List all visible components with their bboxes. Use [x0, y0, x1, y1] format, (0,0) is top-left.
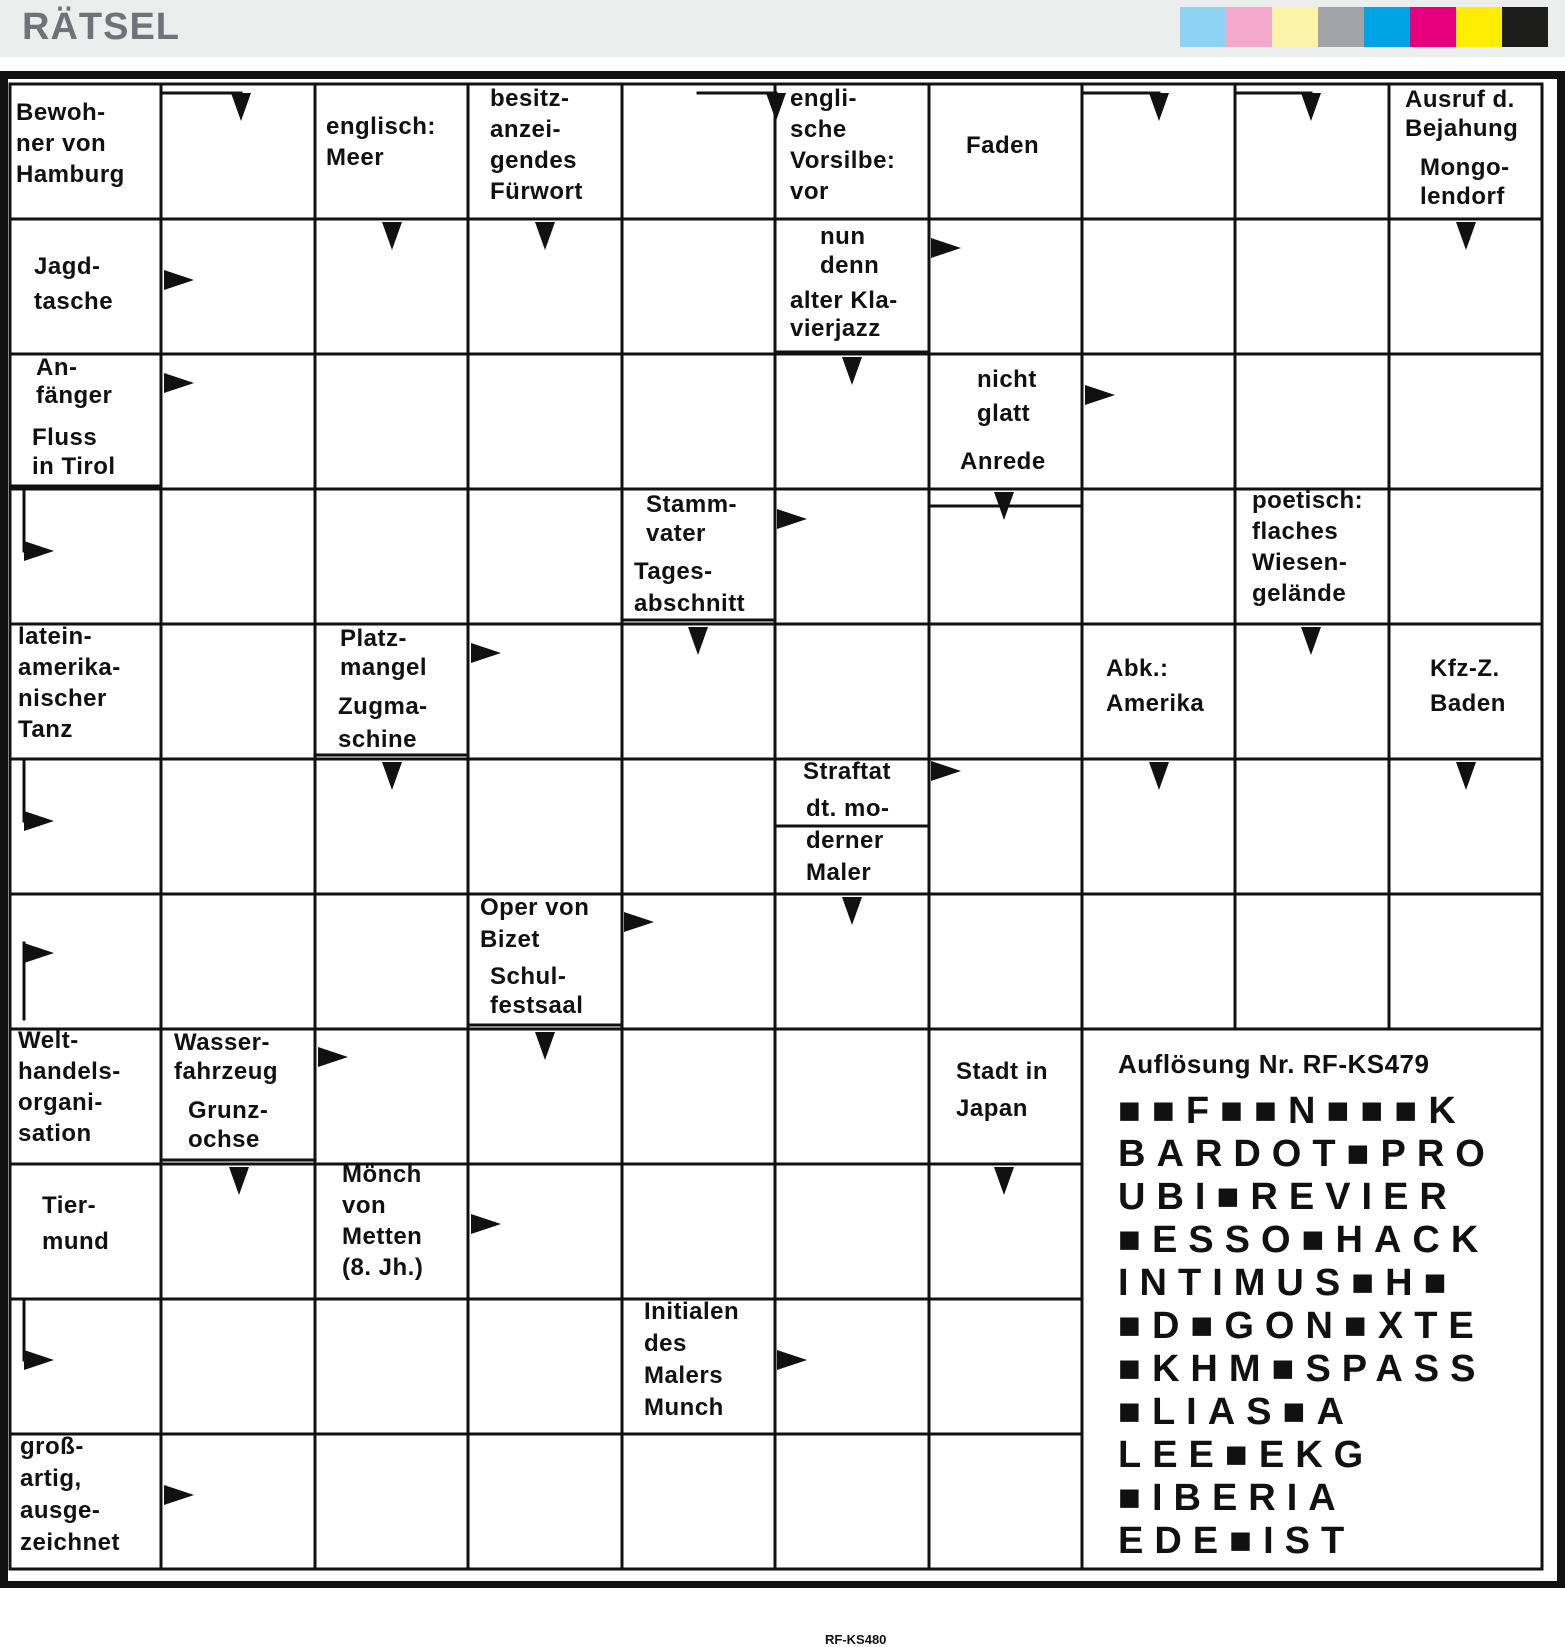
- flag-arrow-icon: [24, 943, 54, 963]
- color-swatch: [1318, 7, 1364, 47]
- clue-hamburg: Bewoh- ner von Hamburg: [16, 99, 125, 188]
- solution-row: LEE■EKG: [1118, 1434, 1375, 1476]
- bent-arrow-right-icon: [24, 811, 54, 831]
- clue-tiermund: Tier- mund: [42, 1192, 110, 1255]
- clue-zugmaschine: Zugma- schine: [338, 693, 428, 753]
- clue-nicht-glatt: nicht glatt: [977, 366, 1037, 427]
- arrow-down-icon: [535, 1032, 555, 1060]
- color-swatch: [1226, 7, 1272, 47]
- clue-baden: Kfz-Z. Baden: [1430, 655, 1506, 717]
- solution-row: ■D■GON■XTE: [1118, 1305, 1485, 1347]
- clue-anfaenger: An- fänger: [36, 354, 113, 409]
- page-title: RÄTSEL: [22, 6, 180, 48]
- arrow-right-icon: [1085, 385, 1115, 405]
- clue-amerika: Abk.: Amerika: [1106, 655, 1205, 717]
- color-swatch: [1502, 7, 1548, 47]
- clue-japan: Stadt in Japan: [956, 1058, 1048, 1122]
- bent-arrow-down-icon: [1149, 93, 1169, 121]
- arrow-down-icon: [842, 357, 862, 385]
- clue-tagesabschnitt: Tages- abschnitt: [634, 558, 746, 617]
- arrow-down-icon: [535, 222, 555, 250]
- clue-bizet: Oper von Bizet: [480, 894, 590, 953]
- color-swatch: [1456, 7, 1502, 47]
- clue-grunzochse: Grunz- ochse: [188, 1097, 269, 1153]
- arrow-down-icon: [1149, 762, 1169, 790]
- clue-vorsilbe: engli- sche Vorsilbe: vor: [790, 85, 896, 205]
- color-swatch: [1180, 7, 1226, 47]
- clue-jagdtasche: Jagd- tasche: [34, 253, 114, 315]
- arrow-down-icon: [1301, 627, 1321, 655]
- arrow-right-icon: [624, 912, 654, 932]
- arrow-right-icon: [318, 1047, 348, 1067]
- puzzle-code: RF-KS480: [825, 1632, 887, 1647]
- clue-platzmangel: Platz- mangel: [340, 625, 428, 681]
- header-bar: [0, 0, 1565, 57]
- arrow-down-icon: [688, 627, 708, 655]
- arrow-down-icon: [229, 1167, 249, 1195]
- bent-arrow-down-icon: [766, 93, 786, 121]
- bent-arrow-down-icon: [1301, 93, 1321, 121]
- solution-row: ■ESSO■HACK: [1118, 1219, 1490, 1261]
- solution-row: ■LIAS■A: [1118, 1391, 1355, 1433]
- clue-wasserfahrzeug: Wasser- fahrzeug: [174, 1029, 279, 1085]
- clue-wto: Welt- handels- organi- sation: [18, 1027, 121, 1147]
- arrow-down-icon: [1456, 222, 1476, 250]
- clue-anrede: Anrede: [960, 448, 1046, 475]
- clue-grossartig: groß- artig, ausge- zeichnet: [20, 1433, 121, 1556]
- clue-faden: Faden: [966, 132, 1040, 159]
- clue-moench: Mönch von Metten (8. Jh.): [342, 1161, 424, 1281]
- color-swatch: [1410, 7, 1456, 47]
- clue-klavierjazz: alter Kla- vierjazz: [790, 287, 898, 342]
- arrow-right-icon: [931, 238, 961, 258]
- solution-row: BARDOT■PRO: [1118, 1133, 1496, 1175]
- clue-meer: englisch: Meer: [326, 113, 436, 171]
- solution-row: ■IBERIA: [1118, 1477, 1347, 1519]
- arrow-right-icon: [777, 1350, 807, 1370]
- clue-tanz: latein- amerika- nischer Tanz: [18, 623, 121, 743]
- solution-row: ■KHM■SPASS: [1118, 1348, 1487, 1390]
- arrow-right-icon: [164, 270, 194, 290]
- color-swatch: [1272, 7, 1318, 47]
- clue-maler: dt. mo- derner Maler: [806, 795, 890, 886]
- clue-nun-denn: nun denn: [820, 223, 880, 279]
- bent-arrow-down-icon: [231, 93, 251, 121]
- clue-fuerwort: besitz- anzei- gendes Fürwort: [490, 85, 583, 205]
- arrow-right-icon: [164, 373, 194, 393]
- arrow-down-icon: [382, 222, 402, 250]
- solution-row: UBI■REVIER: [1118, 1176, 1458, 1218]
- clue-stammvater: Stamm- vater: [646, 491, 738, 547]
- clue-straftat: Straftat: [803, 758, 892, 785]
- arrow-right-icon: [931, 761, 961, 781]
- arrow-down-icon: [1456, 762, 1476, 790]
- clue-festsaal: Schul- festsaal: [490, 963, 584, 1019]
- clue-fluss: Fluss in Tirol: [32, 424, 116, 480]
- clue-munch: Initialen des Malers Munch: [644, 1298, 740, 1421]
- bent-arrow-right-icon: [24, 541, 54, 561]
- arrow-right-icon: [164, 1485, 194, 1505]
- solution-row: EDE■IST: [1118, 1520, 1356, 1562]
- arrow-right-icon: [471, 643, 501, 663]
- clue-bejahung: Ausruf d. Bejahung: [1405, 86, 1519, 142]
- solution-title: Auflösung Nr. RF-KS479: [1118, 1049, 1430, 1079]
- arrow-down-icon: [382, 762, 402, 790]
- solution-row: ■■F■■N■■■K: [1118, 1090, 1467, 1132]
- arrow-down-icon: [994, 1167, 1014, 1195]
- arrow-down-icon: [842, 897, 862, 925]
- arrow-right-icon: [471, 1214, 501, 1234]
- solution-row: INTIMUS■H■: [1118, 1262, 1458, 1304]
- arrow-right-icon: [777, 509, 807, 529]
- clue-mongolendorf: Mongo- lendorf: [1420, 154, 1510, 210]
- bent-arrow-right-icon: [24, 1350, 54, 1370]
- color-swatch: [1364, 7, 1410, 47]
- clue-wiese: poetisch: flaches Wiesen- gelände: [1252, 487, 1364, 607]
